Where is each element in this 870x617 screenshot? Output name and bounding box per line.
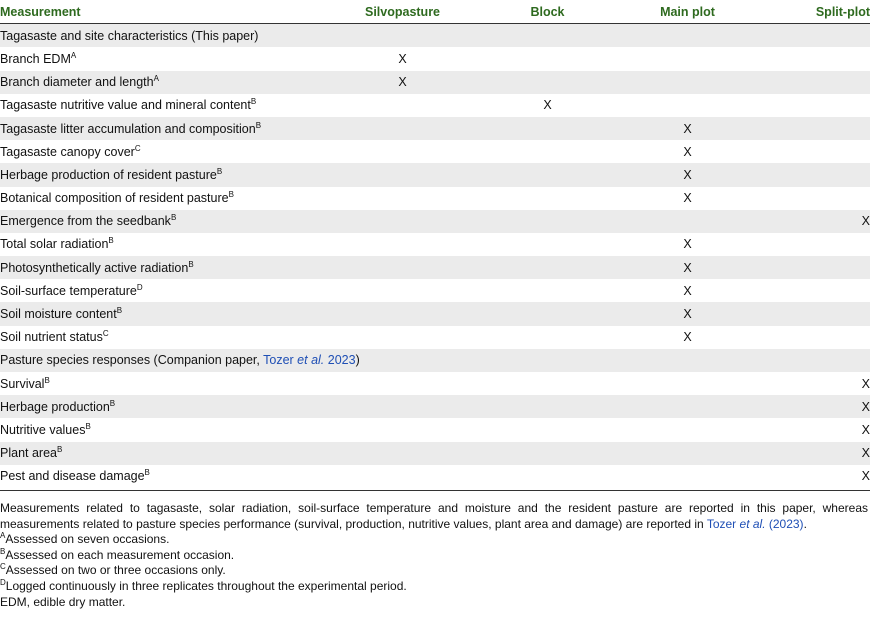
cell-split-plot	[755, 442, 870, 465]
cell-split-plot	[755, 117, 870, 140]
measurement-label	[0, 71, 330, 94]
footnote-marker: A	[153, 74, 159, 84]
footnote-text: Logged continuously in three replicates throughout the experimental period.	[5, 579, 407, 594]
cell-silvopasture	[330, 256, 475, 279]
cell-main-plot	[620, 372, 755, 395]
header-split-plot: Split-plot	[815, 4, 870, 19]
cell-block	[475, 442, 620, 465]
ref-year: 2023	[324, 353, 356, 368]
measurement-label	[0, 187, 330, 210]
cell-block	[475, 187, 620, 210]
cell-split-plot	[755, 372, 870, 395]
measurement-name: Tagasaste canopy cover	[0, 144, 135, 159]
footnote-marker: B	[44, 375, 50, 385]
cell-silvopasture	[330, 94, 475, 117]
check-mark: X	[861, 422, 870, 437]
header-measurement: Measurement	[0, 4, 81, 19]
cell-main-plot	[620, 302, 755, 325]
measurement-label	[0, 47, 330, 70]
check-mark: X	[683, 191, 692, 206]
footnote-main-text: Measurements related to tagasaste, solar radiation, soil-surface temperature and moisture and the resident pasture are reported in this paper, whereas measurements related to pasture species performance (survival, production, nutritive values, plant area and damage) are reported in	[0, 501, 868, 531]
table-row	[0, 187, 870, 210]
cell-split-plot	[755, 465, 870, 488]
cell-silvopasture	[330, 372, 475, 395]
measurement-label	[0, 418, 330, 441]
measurement-name: Soil-surface temperature	[0, 283, 137, 298]
measurement-label	[0, 140, 330, 163]
footnote-marker: B	[216, 166, 223, 176]
cell-split-plot	[755, 187, 870, 210]
cell-block	[475, 256, 620, 279]
cell-main-plot	[620, 47, 755, 70]
check-mark: X	[861, 446, 870, 461]
footnote-marker: B	[170, 213, 177, 223]
cell-split-plot	[755, 47, 870, 70]
ref-etal: et al.	[297, 353, 325, 368]
cell-split-plot	[755, 140, 870, 163]
cell-silvopasture	[330, 117, 475, 140]
cell-main-plot	[620, 395, 755, 418]
footnote-marker: C	[102, 329, 109, 339]
cell-silvopasture	[330, 233, 475, 256]
cell-main-plot	[620, 326, 755, 349]
footnote-key: D	[0, 578, 6, 588]
check-mark: X	[543, 98, 552, 113]
cell-silvopasture	[330, 326, 475, 349]
check-mark: X	[683, 237, 692, 252]
check-mark: X	[683, 167, 692, 182]
cell-block	[475, 117, 620, 140]
cell-block	[475, 418, 620, 441]
footnote-key: C	[0, 562, 6, 572]
table-row	[0, 372, 870, 395]
cell-main-plot	[620, 442, 755, 465]
measurement-name: Soil nutrient status	[0, 330, 103, 345]
cell-main-plot	[620, 71, 755, 94]
check-mark: X	[861, 469, 870, 484]
measurement-name: Branch diameter and length	[0, 75, 154, 90]
footnote-marker: B	[250, 97, 257, 107]
cell-main-plot	[620, 233, 755, 256]
cell-silvopasture	[330, 442, 475, 465]
table-row	[0, 395, 870, 418]
cell-block	[475, 302, 620, 325]
table-row	[0, 94, 870, 117]
cell-split-plot	[755, 279, 870, 302]
table-row	[0, 71, 870, 94]
cell-main-plot	[620, 256, 755, 279]
check-mark: X	[683, 144, 692, 159]
footnote-c	[0, 563, 868, 579]
footnote-marker: D	[136, 282, 143, 292]
table-row	[0, 233, 870, 256]
measurement-label	[0, 233, 330, 256]
cell-block	[475, 465, 620, 488]
cell-main-plot	[620, 418, 755, 441]
section-title-text: Pasture species responses (Companion paper,	[0, 353, 264, 368]
check-mark: X	[861, 399, 870, 414]
cell-split-plot	[755, 163, 870, 186]
measurement-label	[0, 94, 330, 117]
check-mark: X	[398, 51, 407, 66]
cell-main-plot	[620, 210, 755, 233]
cell-silvopasture	[330, 163, 475, 186]
table-row	[0, 279, 870, 302]
header-main-plot: Main plot	[660, 4, 715, 19]
section-row	[0, 24, 870, 48]
cell-main-plot	[620, 117, 755, 140]
cell-silvopasture	[330, 302, 475, 325]
measurement-label	[0, 465, 330, 488]
cell-main-plot	[620, 465, 755, 488]
measurement-label	[0, 372, 330, 395]
measurement-name: Plant area	[0, 446, 57, 461]
footnote-key: B	[0, 546, 6, 556]
footnote-marker: C	[134, 143, 141, 153]
cell-split-plot	[755, 94, 870, 117]
cell-main-plot	[620, 163, 755, 186]
cell-split-plot	[755, 233, 870, 256]
check-mark: X	[683, 121, 692, 136]
table-body	[0, 24, 870, 488]
check-mark: X	[683, 307, 692, 322]
footnote-marker: B	[109, 398, 116, 408]
check-mark: X	[861, 214, 870, 229]
check-mark: X	[683, 330, 692, 345]
table-row	[0, 326, 870, 349]
measurement-name: Nutritive values	[0, 422, 86, 437]
cell-split-plot	[755, 326, 870, 349]
table-row	[0, 465, 870, 488]
cell-silvopasture	[330, 395, 475, 418]
header-block: Block	[530, 4, 565, 19]
measurement-name: Survival	[0, 376, 45, 391]
measurement-name: Emergence from the seedbank	[0, 214, 171, 229]
cell-block	[475, 140, 620, 163]
table-row	[0, 140, 870, 163]
cell-silvopasture	[330, 47, 475, 70]
measurement-name: Herbage production	[0, 399, 110, 414]
cell-block	[475, 47, 620, 70]
header-silvopasture: Silvopasture	[364, 4, 441, 19]
measurement-label	[0, 279, 330, 302]
measurement-name: Herbage production of resident pasture	[0, 167, 217, 182]
footnote-main	[0, 500, 868, 532]
cell-split-plot	[755, 256, 870, 279]
cell-main-plot	[620, 279, 755, 302]
check-mark: X	[398, 75, 407, 90]
measurement-label	[0, 442, 330, 465]
table-bottom-rule	[0, 490, 870, 491]
measurement-name: Tagasaste litter accumulation and composition	[0, 121, 256, 136]
section-title-suffix: )	[355, 353, 360, 368]
measurement-label	[0, 210, 330, 233]
ref-author: Tozer	[706, 517, 740, 531]
cell-main-plot	[620, 187, 755, 210]
measurement-label	[0, 302, 330, 325]
measurement-name: Soil moisture content	[0, 307, 117, 322]
footnote-key: A	[0, 531, 6, 540]
measurement-label	[0, 256, 330, 279]
check-mark: X	[861, 376, 870, 391]
cell-block	[475, 326, 620, 349]
cell-block	[475, 71, 620, 94]
footnote-marker: B	[188, 259, 194, 269]
table-footnotes	[0, 500, 868, 611]
footnote-d	[0, 579, 868, 595]
cell-block	[475, 210, 620, 233]
measurement-name: Botanical composition of resident pasture	[0, 191, 229, 206]
measurement-name: Tagasaste nutritive value and mineral content	[0, 98, 251, 113]
table-row	[0, 210, 870, 233]
cell-silvopasture	[330, 465, 475, 488]
reference-link-tozer-2023[interactable]	[707, 517, 804, 531]
cell-split-plot	[755, 302, 870, 325]
footnote-text: Assessed on seven occasions.	[5, 532, 170, 546]
footnote-abbreviation: EDM, edible dry matter.	[0, 594, 126, 609]
cell-silvopasture	[330, 279, 475, 302]
cell-silvopasture	[330, 418, 475, 441]
table-row	[0, 418, 870, 441]
cell-block	[475, 163, 620, 186]
reference-link-tozer-2023[interactable]	[263, 353, 355, 367]
section-title	[0, 349, 870, 372]
section-row	[0, 349, 870, 372]
measurement-label	[0, 117, 330, 140]
cell-silvopasture	[330, 71, 475, 94]
cell-block	[475, 372, 620, 395]
cell-split-plot	[755, 210, 870, 233]
footnote-marker: B	[255, 120, 262, 130]
table-row	[0, 163, 870, 186]
measurement-label	[0, 163, 330, 186]
table-row	[0, 442, 870, 465]
footnote-marker: B	[108, 236, 114, 246]
table-row	[0, 256, 870, 279]
check-mark: X	[683, 260, 692, 275]
cell-silvopasture	[330, 140, 475, 163]
cell-block	[475, 94, 620, 117]
footnote-text: Assessed on each measurement occasion.	[5, 547, 235, 562]
cell-split-plot	[755, 71, 870, 94]
cell-silvopasture	[330, 187, 475, 210]
cell-split-plot	[755, 395, 870, 418]
footnote-marker: B	[144, 468, 150, 478]
cell-silvopasture	[330, 210, 475, 233]
footnote-text: Assessed on two or three occasions only.	[5, 563, 226, 578]
footnote-marker: B	[85, 421, 91, 431]
ref-etal: et al.	[739, 517, 766, 531]
footnote-b	[0, 548, 868, 564]
measurement-label	[0, 326, 330, 349]
measurement-name: Pest and disease damage	[0, 469, 145, 484]
cell-block	[475, 395, 620, 418]
footnote-marker: B	[56, 445, 63, 455]
table-row	[0, 302, 870, 325]
footnote-marker: B	[116, 306, 123, 316]
section-title: Tagasaste and site characteristics (This paper)	[0, 24, 870, 48]
check-mark: X	[683, 283, 692, 298]
cell-block	[475, 279, 620, 302]
table-row	[0, 47, 870, 70]
cell-split-plot	[755, 418, 870, 441]
footnote-a	[0, 532, 868, 548]
table-header-row	[0, 0, 870, 24]
table-row	[0, 117, 870, 140]
ref-author: Tozer	[263, 353, 298, 368]
measurement-name: Photosynthetically active radiation	[0, 260, 189, 275]
footnote-marker: A	[70, 50, 77, 60]
footnote-main-end: .	[803, 517, 807, 531]
cell-main-plot	[620, 140, 755, 163]
measurement-label	[0, 395, 330, 418]
ref-year: (2023)	[765, 517, 804, 531]
cell-main-plot	[620, 94, 755, 117]
measurement-name: Total solar radiation	[0, 237, 109, 252]
cell-block	[475, 233, 620, 256]
footnote-marker: B	[228, 190, 234, 200]
measurement-name: Branch EDM	[0, 51, 71, 66]
